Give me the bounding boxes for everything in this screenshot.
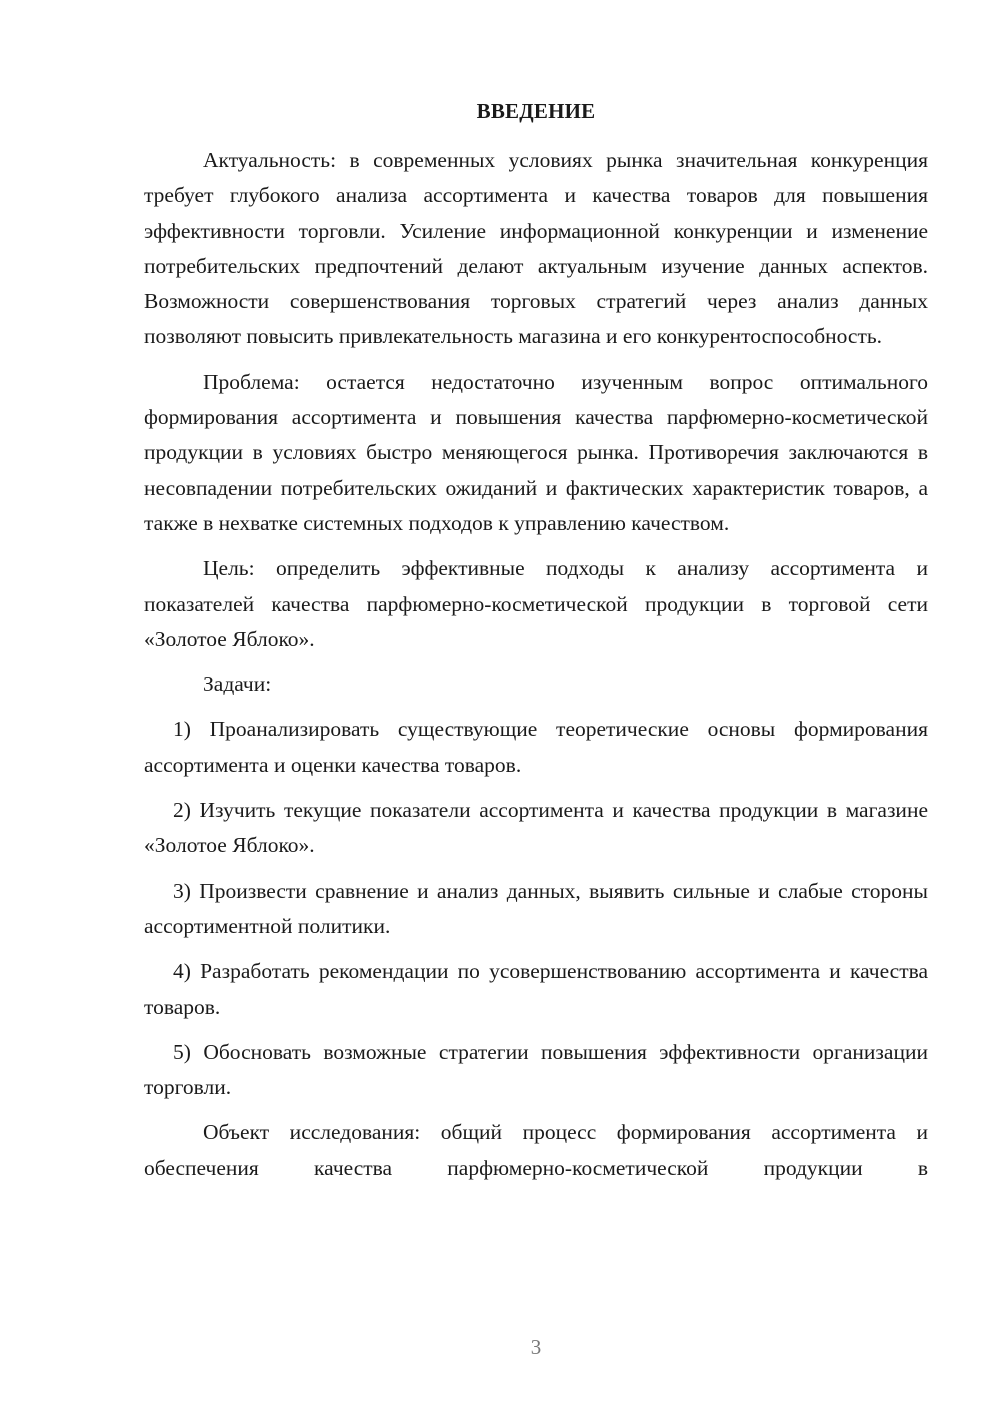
page-number: 3 <box>530 1335 542 1359</box>
paragraph-goal: Цель: определить эффективные подходы к анализу ассортимента и показателей качества парфюмерно-косметической продукции в торговой сети «Золотое Яблоко». <box>144 556 928 651</box>
paragraph-tasks-label: Задачи: <box>203 672 272 697</box>
task-item-2: 2) Изучить текущие показатели ассортимента и качества продукции в магазине «Золотое Яблоко». <box>144 798 928 858</box>
task-item-3: 3) Произвести сравнение и анализ данных, выявить сильные и слабые стороны ассортиментной политики. <box>144 878 928 938</box>
section-heading: ВВЕДЕНИЕ <box>476 99 596 123</box>
document-body <box>144 143 928 1196</box>
task-item-4: 4) Разработать рекомендации по усовершенствованию ассортимента и качества товаров. <box>144 959 928 1019</box>
paragraph-relevance: Актуальность: в современных условиях рынка значительная конкуренция требует глубокого анализа ассортимента и качества товаров для повышения эффективности торговли. Усиление информационной конкуренции и изменение потребительских предпочтений делают актуальным изучение данных аспектов. Возможности совершенствования торговых стратегий через анализ данных позволяют повысить привлекательность магазина и его конкурентоспособность. <box>144 148 928 349</box>
task-item-5: 5) Обосновать возможные стратегии повышения эффективности организации торговли. <box>144 1039 928 1100</box>
task-item-1: 1) Проанализировать существующие теоретические основы формирования ассортимента и оценки качества товаров. <box>144 717 928 777</box>
paragraph-object: Объект исследования: общий процесс формирования ассортимента и обеспечения качества парфюмерно-косметической продукции в <box>144 1120 928 1180</box>
document-page <box>144 0 928 1414</box>
paragraph-problem: Проблема: остается недостаточно изученным вопрос оптимального формирования ассортимента и повышения качества парфюмерно-косметической продукции в условиях быстро меняющегося рынка. Противоречия заключаются в несовпадении потребительских ожиданий и фактических характеристик товаров, а также в нехватке системных подходов к управлению качеством. <box>144 369 928 535</box>
